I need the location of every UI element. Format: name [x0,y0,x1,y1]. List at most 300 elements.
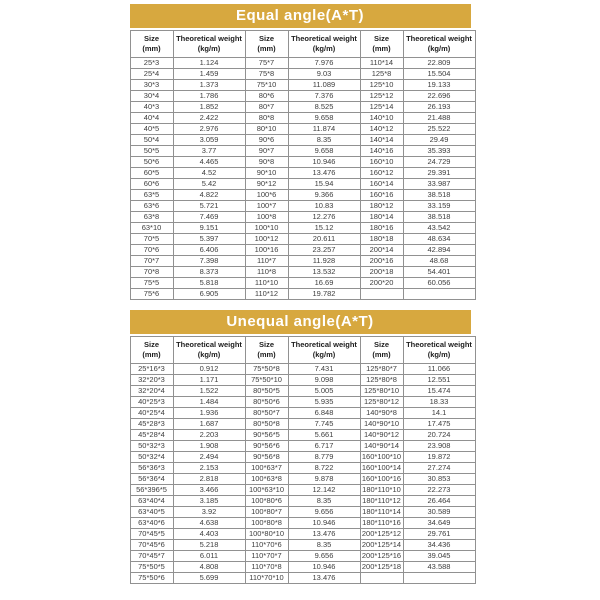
size-cell: 80*50*5 [245,386,288,397]
weight-cell: 33.159 [403,201,475,212]
size-cell: 180*110*12 [360,496,403,507]
size-cell: 90*8 [245,157,288,168]
size-cell: 63*8 [130,212,173,223]
weight-cell: 12.142 [288,485,360,496]
size-cell: 25*4 [130,69,173,80]
size-cell: 63*40*5 [130,507,173,518]
weight-cell: 9.658 [288,113,360,124]
weight-cell: 5.661 [288,430,360,441]
table-row [130,135,475,146]
column-header-row [130,337,475,364]
size-column-header: Size (mm) [130,31,173,58]
weight-cell: 11.928 [288,256,360,267]
weight-cell: 22.809 [403,58,475,69]
size-cell: 60*6 [130,179,173,190]
weight-cell: 4.808 [173,562,245,573]
weight-cell: 1.171 [173,375,245,386]
size-cell: 90*10 [245,168,288,179]
weight-cell: 34.649 [403,518,475,529]
size-cell: 40*5 [130,124,173,135]
weight-cell: 5.218 [173,540,245,551]
size-cell: 63*10 [130,223,173,234]
size-cell: 80*10 [245,124,288,135]
size-cell: 110*8 [245,267,288,278]
size-cell: 75*5 [130,278,173,289]
size-cell: 70*5 [130,234,173,245]
size-cell: 75*50*8 [245,364,288,375]
size-cell: 180*16 [360,223,403,234]
weight-cell: 6.717 [288,441,360,452]
size-column-header: Size (mm) [130,337,173,364]
size-cell: 50*6 [130,157,173,168]
table-row [130,69,475,80]
weight-cell: 3.77 [173,146,245,157]
size-cell: 180*14 [360,212,403,223]
weight-cell: 4.465 [173,157,245,168]
table-row [130,430,475,441]
size-column-header: Size (mm) [360,337,403,364]
weight-column-header: Theoretical weight (kg/m) [403,337,475,364]
weight-cell: 16.69 [288,278,360,289]
weight-cell: 34.436 [403,540,475,551]
weight-cell: 29.49 [403,135,475,146]
weight-cell: 4.52 [173,168,245,179]
size-cell: 100*63*7 [245,463,288,474]
size-cell: 90*12 [245,179,288,190]
weight-cell: 54.401 [403,267,475,278]
weight-cell: 60.056 [403,278,475,289]
size-cell: 125*10 [360,80,403,91]
size-cell: 140*90*12 [360,430,403,441]
size-cell: 30*4 [130,91,173,102]
size-cell: 90*56*8 [245,452,288,463]
size-cell: 100*80*6 [245,496,288,507]
table-row [130,168,475,179]
size-cell: 100*80*10 [245,529,288,540]
weight-cell: 3.185 [173,496,245,507]
size-cell: 50*32*4 [130,452,173,463]
weight-cell: 23.257 [288,245,360,256]
weight-cell: 14.1 [403,408,475,419]
size-cell: 30*3 [130,80,173,91]
weight-cell: 5.42 [173,179,245,190]
size-column-header: Size (mm) [360,31,403,58]
size-cell: 25*16*3 [130,364,173,375]
weight-cell: 11.874 [288,124,360,135]
weight-cell: 1.687 [173,419,245,430]
size-cell: 75*50*5 [130,562,173,573]
table-row [130,386,475,397]
size-cell: 160*16 [360,190,403,201]
size-cell: 70*45*5 [130,529,173,540]
weight-cell: 13.476 [288,168,360,179]
weight-cell: 0.912 [173,364,245,375]
size-cell: 75*50*6 [130,573,173,584]
size-cell: 200*125*18 [361,562,402,571]
weight-cell: 48.68 [403,256,475,267]
size-cell: 40*3 [130,102,173,113]
size-cell: 80*8 [245,113,288,124]
weight-cell: 24.729 [403,157,475,168]
weight-cell: 7.976 [288,58,360,69]
weight-cell: 5.005 [288,386,360,397]
size-cell: 160*14 [360,179,403,190]
size-cell: 180*110*14 [360,507,403,518]
weight-cell: 8.722 [288,463,360,474]
table-row [130,452,475,463]
weight-cell: 23.908 [403,441,475,452]
weight-cell: 9.366 [288,190,360,201]
table-row [130,234,475,245]
size-cell: 140*90*8 [360,408,403,419]
size-cell: 200*125*16 [361,551,402,560]
size-cell: 70*6 [130,245,173,256]
weight-cell: 5.935 [288,397,360,408]
size-cell: 160*100*14 [361,463,402,472]
size-cell: 75*50*10 [245,375,288,386]
size-cell: 45*28*4 [130,430,173,441]
weight-cell: 30.853 [403,474,475,485]
weight-cell: 10.946 [288,518,360,529]
equal-angle-table-title: Equal angle(A*T) [130,4,471,28]
weight-cell: 3.466 [173,485,245,496]
size-cell: 100*6 [245,190,288,201]
size-cell: 125*8 [360,69,403,80]
size-cell: 60*5 [130,168,173,179]
weight-cell: 38.518 [403,190,475,201]
size-cell: 160*12 [360,168,403,179]
weight-cell: 15.474 [403,386,475,397]
weight-cell: 7.745 [288,419,360,430]
size-cell: 110*70*8 [245,562,288,573]
weight-cell: 8.373 [173,267,245,278]
weight-cell: 4.403 [173,529,245,540]
size-cell: 125*80*10 [360,386,403,397]
table-row [130,408,475,419]
weight-cell: 2.976 [173,124,245,135]
table-row [130,551,475,562]
weight-cell: 1.459 [173,69,245,80]
table-row [130,375,475,386]
weight-cell: 1.373 [173,80,245,91]
table-row [130,102,475,113]
weight-cell: 2.422 [173,113,245,124]
weight-cell: 2.818 [173,474,245,485]
table-row [130,113,475,124]
weight-cell: 42.894 [403,245,475,256]
weight-cell: 8.35 [288,135,360,146]
weight-column-header: Theoretical weight (kg/m) [288,31,360,58]
weight-cell: 9.03 [288,69,360,80]
size-cell [360,289,403,300]
size-cell: 125*14 [360,102,403,113]
size-cell: 100*63*10 [245,485,288,496]
table-row [130,507,475,518]
weight-cell: 1.852 [173,102,245,113]
column-header-row [130,31,475,58]
size-cell: 100*16 [245,245,288,256]
size-cell: 75*7 [245,58,288,69]
size-cell [360,573,403,584]
table-row [130,256,475,267]
table-row [130,496,475,507]
weight-cell: 19.782 [288,289,360,300]
size-cell: 140*90*14 [360,441,403,452]
weight-cell [403,289,475,300]
table-row [130,146,475,157]
size-cell: 180*110*10 [360,485,403,496]
weight-column-header: Theoretical weight (kg/m) [173,31,245,58]
weight-cell: 7.376 [288,91,360,102]
size-cell: 100*80*8 [245,518,288,529]
weight-cell: 2.494 [173,452,245,463]
unequal-angle-section [130,310,471,584]
size-cell: 160*100*10 [361,452,402,461]
size-cell: 56*36*3 [130,463,173,474]
size-cell: 100*8 [245,212,288,223]
weight-cell: 6.406 [173,245,245,256]
weight-cell: 2.153 [173,463,245,474]
size-cell: 160*100*16 [361,474,402,483]
size-cell: 80*7 [245,102,288,113]
weight-cell: 11.066 [403,364,475,375]
weight-cell: 27.274 [403,463,475,474]
table-row [130,540,475,551]
size-cell: 110*70*10 [245,573,288,584]
weight-cell: 8.35 [288,540,360,551]
size-cell: 200*125*14 [361,540,402,549]
weight-cell: 43.588 [403,562,475,573]
weight-cell: 17.475 [403,419,475,430]
weight-cell: 25.522 [403,124,475,135]
weight-cell: 1.786 [173,91,245,102]
table-row [130,157,475,168]
weight-cell: 35.393 [403,146,475,157]
weight-cell: 9.098 [288,375,360,386]
table-row [130,179,475,190]
size-cell: 125*80*12 [360,397,403,408]
table-row [130,562,475,573]
weight-cell: 1.936 [173,408,245,419]
weight-cell: 13.476 [288,573,360,584]
size-cell: 80*50*7 [245,408,288,419]
size-cell: 40*4 [130,113,173,124]
size-cell: 125*80*8 [360,375,403,386]
size-cell: 56*396*5 [130,485,173,496]
weight-cell: 22.273 [403,485,475,496]
size-cell: 50*4 [130,135,173,146]
size-cell: 70*8 [130,267,173,278]
weight-cell: 12.551 [403,375,475,386]
table-row [130,267,475,278]
size-cell: 80*50*6 [245,397,288,408]
weight-cell: 9.656 [288,507,360,518]
size-cell: 90*56*6 [245,441,288,452]
size-cell: 75*8 [245,69,288,80]
weight-cell: 1.908 [173,441,245,452]
size-cell: 56*36*4 [130,474,173,485]
weight-cell: 13.532 [288,267,360,278]
table-row [130,91,475,102]
weight-cell: 39.045 [403,551,475,562]
weight-cell: 22.696 [403,91,475,102]
weight-cell: 20.611 [288,234,360,245]
weight-cell: 11.089 [288,80,360,91]
table-row [130,58,475,69]
size-cell: 80*6 [245,91,288,102]
weight-cell: 3.92 [173,507,245,518]
size-cell: 125*80*7 [360,364,403,375]
weight-cell [403,573,475,584]
size-cell: 140*16 [360,146,403,157]
weight-cell: 9.656 [288,551,360,562]
weight-cell: 29.391 [403,168,475,179]
table-row [130,441,475,452]
unequal-angle-table [130,336,476,584]
table-row [130,80,475,91]
weight-cell: 26.193 [403,102,475,113]
weight-column-header: Theoretical weight (kg/m) [403,31,475,58]
table-row [130,397,475,408]
weight-cell: 10.83 [288,201,360,212]
weight-cell: 8.779 [288,452,360,463]
size-cell: 100*12 [245,234,288,245]
size-cell: 200*16 [360,256,403,267]
table-row [130,518,475,529]
size-cell: 90*7 [245,146,288,157]
table-row [130,278,475,289]
weight-cell: 15.12 [288,223,360,234]
size-cell: 110*14 [360,58,403,69]
unequal-angle-table-title: Unequal angle(A*T) [130,310,471,334]
weight-cell: 1.484 [173,397,245,408]
weight-cell: 5.818 [173,278,245,289]
size-cell: 110*70*6 [245,540,288,551]
size-cell: 140*90*10 [360,419,403,430]
size-cell: 140*10 [360,113,403,124]
weight-cell: 15.94 [288,179,360,190]
weight-cell: 19.133 [403,80,475,91]
weight-cell: 9.878 [288,474,360,485]
weight-cell: 10.946 [288,562,360,573]
equal-angle-table [130,30,476,300]
size-cell: 75*10 [245,80,288,91]
table-row [130,474,475,485]
weight-cell: 9.151 [173,223,245,234]
table-row [130,289,475,300]
weight-cell: 30.589 [403,507,475,518]
weight-cell: 6.848 [288,408,360,419]
weight-cell: 2.203 [173,430,245,441]
size-cell: 63*40*4 [130,496,173,507]
size-cell: 110*12 [245,289,288,300]
weight-cell: 29.761 [403,529,475,540]
table-row [130,245,475,256]
size-cell: 63*6 [130,201,173,212]
weight-cell: 33.987 [403,179,475,190]
table-row [130,485,475,496]
table-row [130,419,475,430]
table-row [130,124,475,135]
size-cell: 25*3 [130,58,173,69]
table-row [130,201,475,212]
size-cell: 125*12 [360,91,403,102]
weight-cell: 7.431 [288,364,360,375]
weight-cell: 3.059 [173,135,245,146]
equal-angle-section [130,4,471,300]
size-cell: 100*80*7 [245,507,288,518]
size-cell: 110*70*7 [245,551,288,562]
size-cell: 80*50*8 [245,419,288,430]
size-cell: 40*25*3 [130,397,173,408]
size-cell: 200*20 [360,278,403,289]
table-row [130,223,475,234]
size-cell: 70*45*7 [130,551,173,562]
weight-cell: 13.476 [288,529,360,540]
size-cell: 40*25*4 [130,408,173,419]
weight-column-header: Theoretical weight (kg/m) [288,337,360,364]
weight-cell: 6.905 [173,289,245,300]
table-row [130,463,475,474]
weight-cell: 12.276 [288,212,360,223]
size-column-header: Size (mm) [245,31,288,58]
size-cell: 110*10 [245,278,288,289]
size-cell: 63*40*6 [130,518,173,529]
size-cell: 70*7 [130,256,173,267]
table-row [130,364,475,375]
weight-cell: 38.518 [403,212,475,223]
size-cell: 45*28*3 [130,419,173,430]
weight-cell: 7.398 [173,256,245,267]
weight-cell: 1.522 [173,386,245,397]
table-row [130,573,475,584]
weight-cell: 20.724 [403,430,475,441]
size-cell: 75*6 [130,289,173,300]
size-cell: 32*20*3 [130,375,173,386]
weight-cell: 8.35 [288,496,360,507]
size-cell: 180*18 [360,234,403,245]
size-cell: 32*20*4 [130,386,173,397]
size-cell: 70*45*6 [130,540,173,551]
size-cell: 90*56*5 [245,430,288,441]
size-cell: 160*10 [360,157,403,168]
size-cell: 100*7 [245,201,288,212]
table-row [130,190,475,201]
size-cell: 63*5 [130,190,173,201]
weight-cell: 7.469 [173,212,245,223]
size-cell: 90*6 [245,135,288,146]
size-cell: 100*10 [245,223,288,234]
weight-cell: 6.011 [173,551,245,562]
page [130,0,471,584]
weight-cell: 9.658 [288,146,360,157]
size-cell: 50*32*3 [130,441,173,452]
weight-cell: 1.124 [173,58,245,69]
size-column-header: Size (mm) [245,337,288,364]
size-cell: 100*63*8 [245,474,288,485]
size-cell: 180*12 [360,201,403,212]
weight-cell: 10.946 [288,157,360,168]
weight-cell: 43.542 [403,223,475,234]
size-cell: 180*110*16 [360,518,403,529]
table-row [130,212,475,223]
size-cell: 200*18 [360,267,403,278]
size-cell: 140*14 [360,135,403,146]
weight-cell: 4.638 [173,518,245,529]
weight-cell: 19.872 [403,452,475,463]
weight-cell: 5.699 [173,573,245,584]
weight-cell: 4.822 [173,190,245,201]
